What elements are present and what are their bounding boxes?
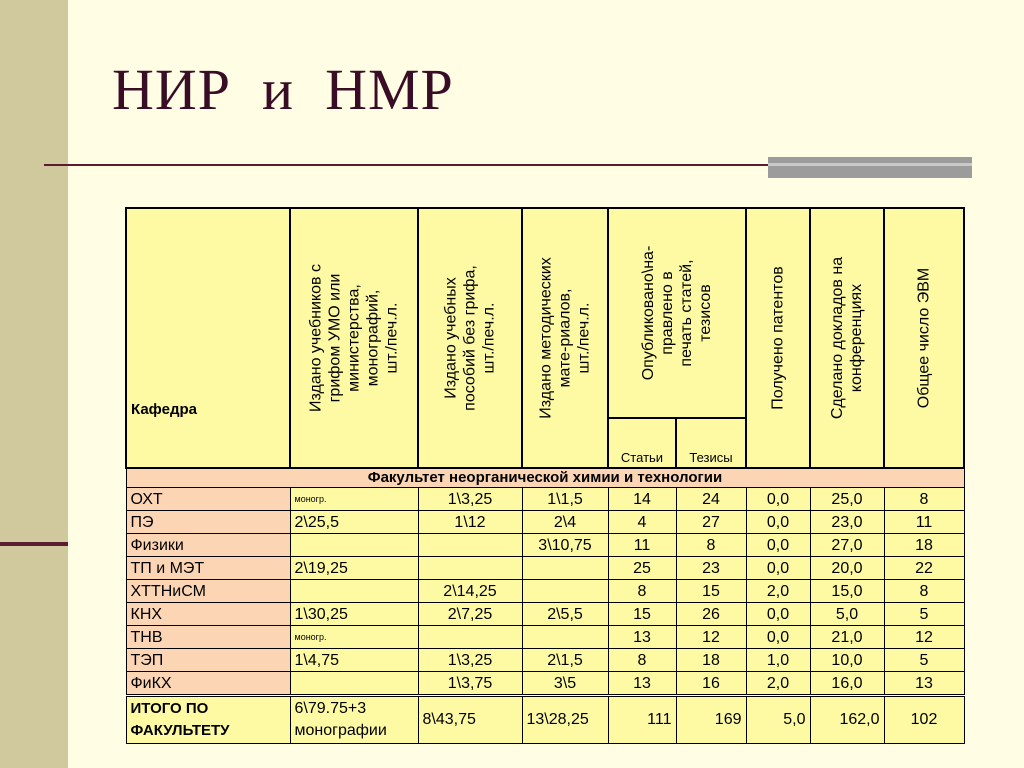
nir-nmr-table	[125, 207, 965, 744]
header-line: шт./печ.л.	[480, 302, 498, 374]
header-line: Издано методических	[537, 257, 555, 419]
cell-theses: 18	[676, 649, 746, 672]
table-row	[126, 603, 964, 626]
cell-textbooks: 2\19,25	[290, 557, 418, 580]
cell-manuals: 1\12	[418, 511, 522, 534]
total-reports: 162,0	[810, 696, 884, 744]
cell-patents: 0,0	[746, 557, 810, 580]
header-line: пособий без грифа,	[461, 265, 479, 411]
header-line: тезисов	[697, 284, 714, 343]
cell-patents: 0,0	[746, 534, 810, 557]
header-line: печать статей,	[678, 259, 695, 367]
cell-kafedra: ХТТНиСМ	[126, 580, 290, 603]
cell-reports: 25,0	[810, 488, 884, 511]
cell-kafedra: Физики	[126, 534, 290, 557]
header-line: мате-риалов,	[556, 288, 574, 388]
cell-computers: 8	[884, 488, 964, 511]
cell-manuals	[418, 534, 522, 557]
cell-manuals	[418, 626, 522, 649]
cell-reports: 20,0	[810, 557, 884, 580]
cell-computers: 22	[884, 557, 964, 580]
cell-reports: 15,0	[810, 580, 884, 603]
header-textbooks	[290, 208, 418, 468]
cell-manuals: 2\7,25	[418, 603, 522, 626]
total-computers: 102	[884, 696, 964, 744]
faculty-row: Факультет неорганической химии и технологии	[126, 468, 964, 488]
table-row	[126, 534, 964, 557]
cell-methodical	[522, 626, 608, 649]
cell-reports: 16,0	[810, 672, 884, 696]
header-line: конференциях	[848, 283, 865, 393]
cell-theses: 8	[676, 534, 746, 557]
cell-kafedra: КНХ	[126, 603, 290, 626]
cell-theses: 15	[676, 580, 746, 603]
total-label: ИТОГО ПО ФАКУЛЬТЕТУ	[126, 696, 290, 744]
cell-patents: 1,0	[746, 649, 810, 672]
cell-theses: 24	[676, 488, 746, 511]
cell-textbooks	[290, 534, 418, 557]
cell-computers: 5	[884, 603, 964, 626]
cell-reports: 10,0	[810, 649, 884, 672]
cell-reports: 23,0	[810, 511, 884, 534]
cell-reports: 21,0	[810, 626, 884, 649]
cell-kafedra: ОХТ	[126, 488, 290, 511]
cell-reports: 5,0	[810, 603, 884, 626]
cell-computers: 11	[884, 511, 964, 534]
data-rows	[126, 488, 964, 696]
table-row	[126, 557, 964, 580]
cell-kafedra: ТП и МЭТ	[126, 557, 290, 580]
header-publications	[608, 208, 746, 418]
header-line: правлено в	[659, 271, 676, 355]
total-patents: 5,0	[746, 696, 810, 744]
cell-articles: 11	[608, 534, 676, 557]
header-line: Сделано докладов на	[829, 256, 846, 420]
header-line: Опубликовано\на-	[640, 245, 657, 381]
cell-theses: 12	[676, 626, 746, 649]
cell-methodical: 2\5,5	[522, 603, 608, 626]
cell-manuals: 1\3,25	[418, 649, 522, 672]
title-accent-line	[768, 163, 972, 166]
cell-methodical: 1\1,5	[522, 488, 608, 511]
cell-computers: 8	[884, 580, 964, 603]
table-row	[126, 649, 964, 672]
cell-textbooks	[290, 580, 418, 603]
cell-manuals: 2\14,25	[418, 580, 522, 603]
cell-methodical: 2\1,5	[522, 649, 608, 672]
cell-computers: 18	[884, 534, 964, 557]
cell-articles: 8	[608, 649, 676, 672]
cell-patents: 2,0	[746, 672, 810, 696]
cell-manuals: 1\3,25	[418, 488, 522, 511]
cell-kafedra: ФиКХ	[126, 672, 290, 696]
table-row	[126, 626, 964, 649]
side-accent-line	[0, 542, 68, 546]
table-row	[126, 672, 964, 696]
cell-patents: 0,0	[746, 626, 810, 649]
cell-articles: 13	[608, 626, 676, 649]
cell-methodical	[522, 580, 608, 603]
title-accent-block	[768, 157, 972, 178]
header-reports	[810, 208, 884, 468]
cell-articles: 13	[608, 672, 676, 696]
header-line: Издано учебников с	[307, 264, 325, 412]
cell-methodical: 3\5	[522, 672, 608, 696]
total-methodical: 13\28,25	[522, 696, 608, 744]
header-patents	[746, 208, 810, 468]
cell-textbooks: моногр.	[290, 626, 418, 649]
header-line: Издано учебных	[442, 277, 460, 399]
header-kafedra: Кафедра	[126, 208, 290, 468]
cell-computers: 13	[884, 672, 964, 696]
header-line: Получено патентов	[769, 266, 787, 410]
cell-theses: 16	[676, 672, 746, 696]
cell-methodical: 3\10,75	[522, 534, 608, 557]
cell-patents: 0,0	[746, 488, 810, 511]
cell-textbooks: моногр.	[290, 488, 418, 511]
table-row	[126, 580, 964, 603]
cell-computers: 5	[884, 649, 964, 672]
cell-computers: 12	[884, 626, 964, 649]
header-line: грифом УМО или	[326, 273, 344, 403]
cell-manuals	[418, 557, 522, 580]
cell-textbooks: 2\25,5	[290, 511, 418, 534]
subheader-articles: Статьи	[608, 418, 676, 468]
cell-articles: 25	[608, 557, 676, 580]
cell-patents: 0,0	[746, 511, 810, 534]
cell-articles: 8	[608, 580, 676, 603]
total-articles: 111	[608, 696, 676, 744]
header-line: шт./печ.л.	[575, 302, 593, 374]
cell-textbooks: 1\4,75	[290, 649, 418, 672]
total-textbooks: 6\79.75+3 монографии	[290, 696, 418, 744]
cell-articles: 14	[608, 488, 676, 511]
header-line: шт./печ.л.	[383, 302, 401, 374]
cell-patents: 0,0	[746, 603, 810, 626]
subheader-theses: Тезисы	[676, 418, 746, 468]
cell-patents: 2,0	[746, 580, 810, 603]
cell-textbooks	[290, 672, 418, 696]
table-row	[126, 511, 964, 534]
header-line: монографий,	[364, 289, 382, 387]
total-row	[126, 696, 964, 744]
header-line: министерства,	[345, 284, 363, 392]
cell-theses: 27	[676, 511, 746, 534]
cell-articles: 15	[608, 603, 676, 626]
cell-theses: 23	[676, 557, 746, 580]
total-theses: 169	[676, 696, 746, 744]
cell-kafedra: ТНВ	[126, 626, 290, 649]
page-title: НИР и НМР	[112, 57, 454, 122]
side-band	[0, 0, 68, 768]
table-row	[126, 488, 964, 511]
cell-kafedra: ПЭ	[126, 511, 290, 534]
cell-textbooks: 1\30,25	[290, 603, 418, 626]
cell-manuals: 1\3,75	[418, 672, 522, 696]
cell-methodical: 2\4	[522, 511, 608, 534]
total-manuals: 8\43,75	[418, 696, 522, 744]
header-computers	[884, 208, 964, 468]
cell-reports: 27,0	[810, 534, 884, 557]
cell-methodical	[522, 557, 608, 580]
header-methodical	[522, 208, 608, 468]
header-line: Общее число ЭВМ	[915, 267, 933, 409]
cell-theses: 26	[676, 603, 746, 626]
header-manuals	[418, 208, 522, 468]
cell-articles: 4	[608, 511, 676, 534]
cell-kafedra: ТЭП	[126, 649, 290, 672]
